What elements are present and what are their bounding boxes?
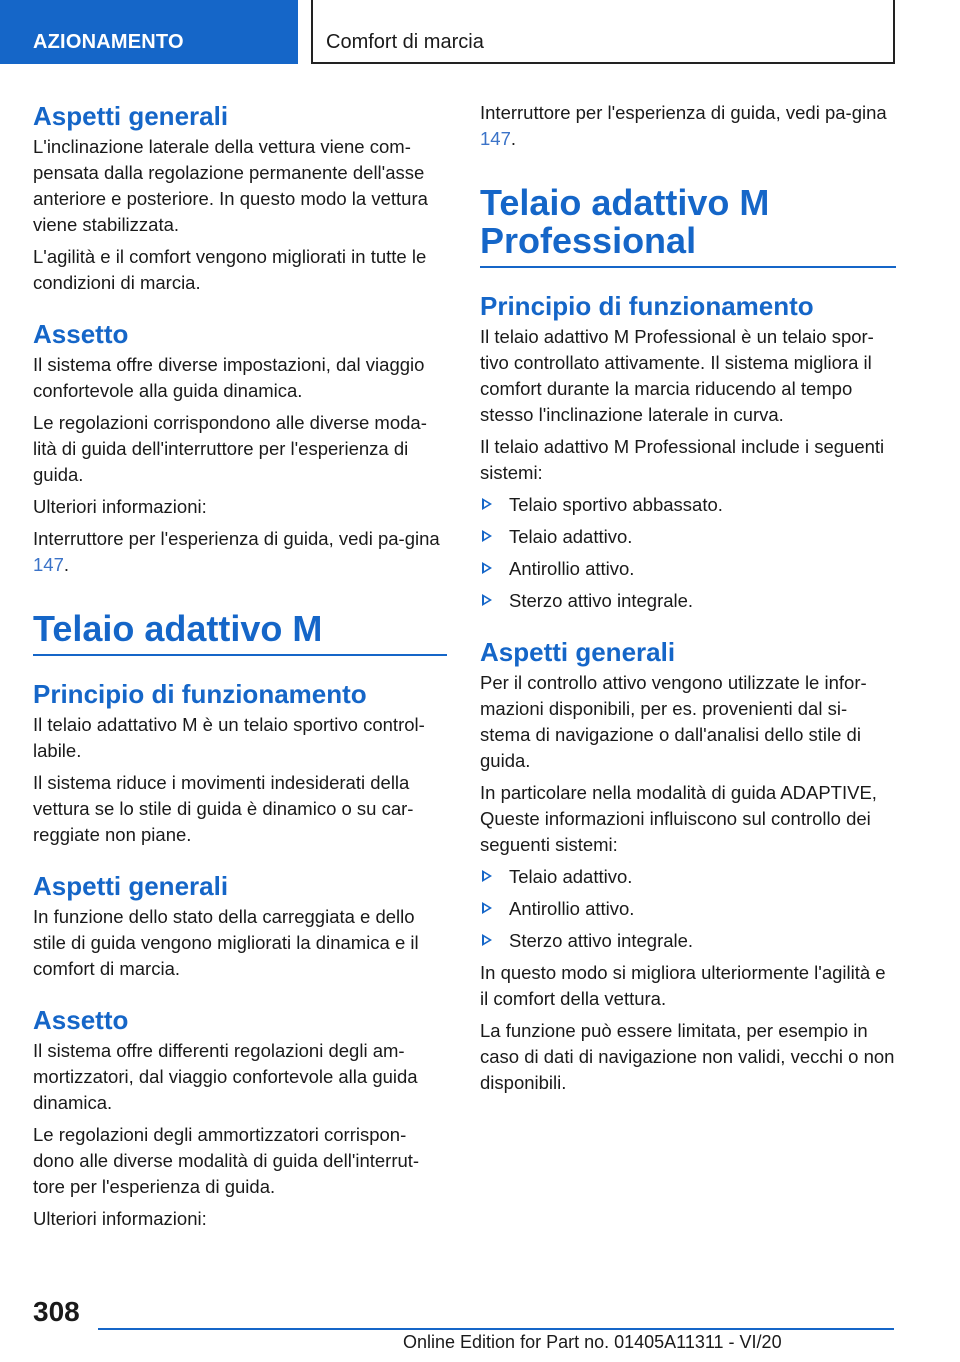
list-item bbox=[480, 864, 896, 890]
systems-list bbox=[480, 864, 896, 954]
paragraph: Il telaio adattivo M Professional è un telaio spor-tivo controllato attivamente. Il sistema migliora il comfort durante la marcia riducendo al tempo stesso l'inclinazione laterale in curva. bbox=[480, 326, 874, 425]
footer-rule bbox=[98, 1328, 894, 1330]
paragraph-end: . bbox=[510, 128, 517, 149]
paragraph: La funzione può essere limitata, per esempio in caso di dati di navigazione non validi, vecchi o non disponibili. bbox=[480, 1020, 895, 1093]
list-item-text: Antirollio attivo. bbox=[509, 558, 635, 579]
page-number: 308 bbox=[33, 1296, 80, 1327]
paragraph: Ulteriori informazioni: bbox=[33, 496, 207, 517]
footer-edition: Online Edition for Part no. 01405A11311 - VI/20 bbox=[403, 1332, 782, 1352]
heading-telaio-adattivo-m: Telaio adattivo M bbox=[33, 608, 323, 649]
paragraph-with-link bbox=[480, 100, 896, 152]
list-item bbox=[480, 556, 896, 582]
list-item-text: Telaio adattivo. bbox=[509, 526, 633, 547]
paragraph: Il sistema offre diverse impostazioni, dal viaggio confortevole alla guida dinamica. bbox=[33, 354, 425, 401]
paragraph: In funzione dello stato della carreggiata e dello stile di guida vengono migliorati la dinamica e il comfort di marcia. bbox=[33, 906, 419, 979]
heading-telaio-adattivo-m-professional: Telaio adattivo M Professional bbox=[480, 182, 770, 261]
triangle-bullet-icon bbox=[482, 530, 492, 542]
paragraph-end: . bbox=[63, 554, 70, 575]
list-item-text: Antirollio attivo. bbox=[509, 898, 635, 919]
chapter-title: Comfort di marcia bbox=[311, 0, 895, 64]
list-item bbox=[480, 492, 896, 518]
paragraph: Le regolazioni corrispondono alle diverse moda-lità di guida dell'interruttore per l'esperienza di guida. bbox=[33, 412, 427, 485]
heading-aspetti-generali: Aspetti generali bbox=[33, 101, 229, 131]
heading-aspetti-generali: Aspetti generali bbox=[480, 637, 676, 667]
heading-principio: Principio di funzionamento bbox=[480, 291, 814, 321]
list-item bbox=[480, 588, 896, 614]
left-column bbox=[33, 100, 447, 1238]
paragraph: Per il controllo attivo vengono utilizzate le infor-mazioni disponibili, per es. provenienti dal si-stema di navigazione o dall'analisi dello stile di guida. bbox=[480, 672, 867, 771]
paragraph-text: Interruttore per l'esperienza di guida, vedi pa-gina bbox=[33, 528, 440, 549]
paragraph: L'agilità e il comfort vengono migliorati in tutte le condizioni di marcia. bbox=[33, 246, 427, 293]
list-item bbox=[480, 928, 896, 954]
heading-assetto: Assetto bbox=[33, 319, 129, 349]
triangle-bullet-icon bbox=[482, 902, 492, 914]
list-item-text: Telaio sportivo abbassato. bbox=[509, 494, 723, 515]
heading-aspetti-generali: Aspetti generali bbox=[33, 871, 229, 901]
systems-list bbox=[480, 492, 896, 614]
list-item bbox=[480, 896, 896, 922]
section-tab: AZIONAMENTO bbox=[0, 0, 298, 64]
triangle-bullet-icon bbox=[482, 562, 492, 574]
paragraph: Il telaio adattativo M è un telaio sportivo control-labile. bbox=[33, 714, 425, 761]
paragraph: Il sistema offre differenti regolazioni degli am-mortizzatori, dal viaggio confortevole alla guida dinamica. bbox=[33, 1040, 418, 1113]
page-link[interactable]: 147 bbox=[480, 128, 511, 149]
heading-rule bbox=[33, 654, 447, 656]
triangle-bullet-icon bbox=[482, 934, 492, 946]
paragraph-text: Interruttore per l'esperienza di guida, vedi pa-gina bbox=[480, 102, 887, 123]
paragraph: Il sistema riduce i movimenti indesiderati della vettura se lo stile di guida è dinamico o su car-reggiate non piane. bbox=[33, 772, 414, 845]
page-link[interactable]: 147 bbox=[33, 554, 64, 575]
heading-assetto: Assetto bbox=[33, 1005, 129, 1035]
paragraph: Le regolazioni degli ammortizzatori corrispon-dono alle diverse modalità di guida dell'interrut-tore per l'esperienza di guida. bbox=[33, 1124, 420, 1197]
triangle-bullet-icon bbox=[482, 594, 492, 606]
heading-principio: Principio di funzionamento bbox=[33, 679, 367, 709]
paragraph: Ulteriori informazioni: bbox=[33, 1208, 207, 1229]
paragraph: In questo modo si migliora ulteriormente l'agilità e il comfort della vettura. bbox=[480, 962, 886, 1009]
right-column bbox=[480, 100, 896, 1102]
list-item bbox=[480, 524, 896, 550]
list-item-text: Sterzo attivo integrale. bbox=[509, 590, 694, 611]
paragraph-with-link bbox=[33, 526, 447, 578]
paragraph: In particolare nella modalità di guida ADAPTIVE, Queste informazioni influiscono sul controllo dei seguenti sistemi: bbox=[480, 782, 877, 855]
triangle-bullet-icon bbox=[482, 870, 492, 882]
triangle-bullet-icon bbox=[482, 498, 492, 510]
list-item-text: Telaio adattivo. bbox=[509, 866, 633, 887]
heading-rule bbox=[480, 266, 896, 268]
paragraph: L'inclinazione laterale della vettura viene com-pensata dalla regolazione permanente dell'asse anteriore e posteriore. In questo modo la vettura viene stabilizzata. bbox=[33, 136, 428, 235]
list-item-text: Sterzo attivo integrale. bbox=[509, 930, 694, 951]
paragraph: Il telaio adattivo M Professional include i seguenti sistemi: bbox=[480, 436, 885, 483]
